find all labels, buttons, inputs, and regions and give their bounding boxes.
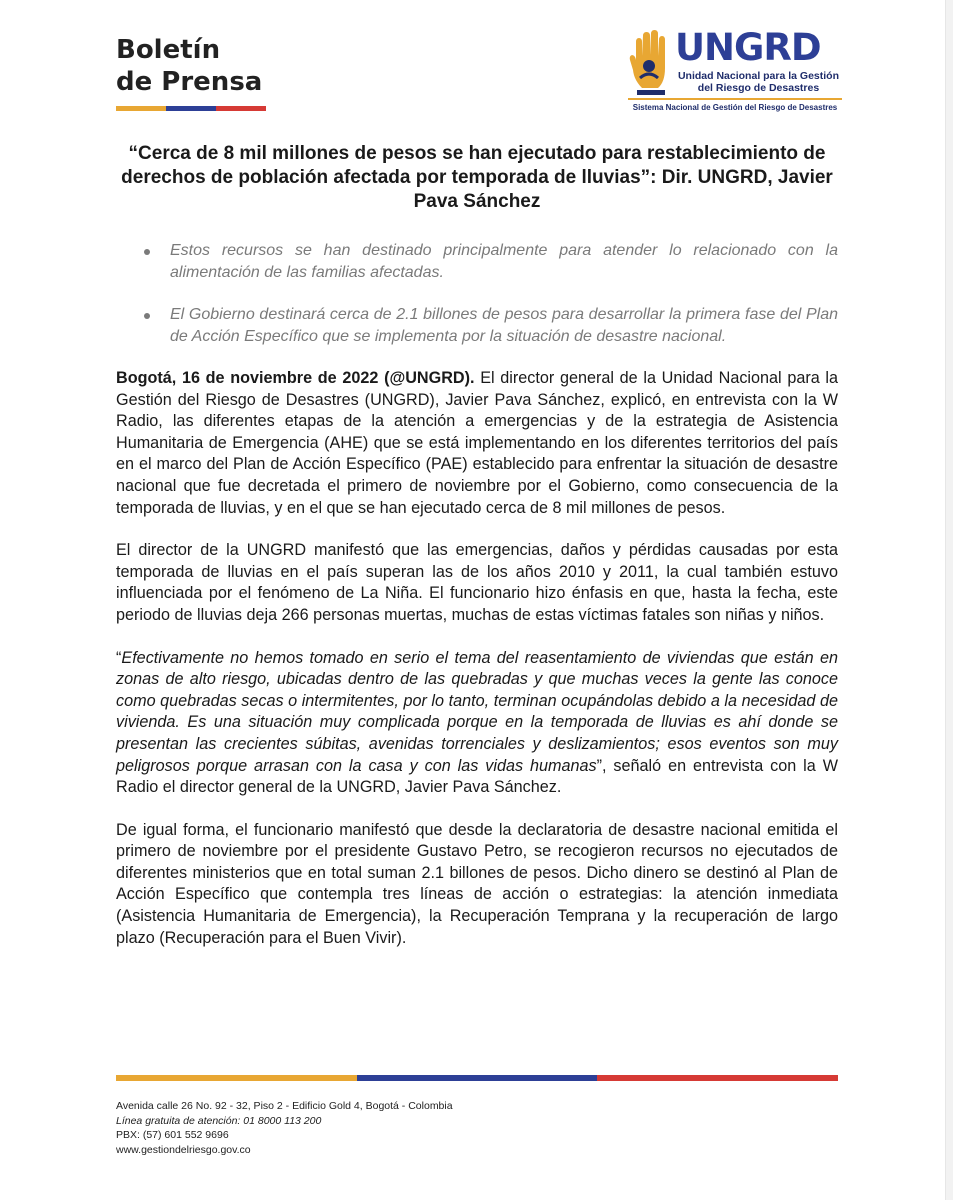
logo-system-name: Sistema Nacional de Gestión del Riesgo de Desastres [628,98,842,112]
quote-attribution: ”, señaló en entrevista con la W Radio el director general de la UNGRD, Javier Pava Sánchez. [116,756,838,797]
ungrd-logo-word: UNGRD [675,26,821,69]
paragraph-4: De igual forma, el funcionario manifestó que desde la declaratoria de desastre nacional emitida el primero de noviembre por el presidente Gustavo Petro, se recogieron recursos no ejecutados de diferentes ministerios que en total suman 2.1 billones de pesos. Dicho dinero se destinó al Plan de Acción Específico que contempla tres líneas de acción o estrategias: la atención inmediata (Asistencia Humanitaria de Emergencia), la Recuperación Temprana y la recuperación de largo plazo (Recuperación para el Buen Vivir). [116,820,838,947]
dateline: Bogotá, 16 de noviembre de 2022 (@UNGRD). [116,369,475,387]
footer-bar-yellow [116,1075,357,1081]
footer-website-link[interactable]: www.gestiondelriesgo.gov.co [116,1143,251,1156]
ungrd-logo-subtitle [676,70,841,94]
bullet-dot-icon [144,313,150,319]
tricolor-yellow [116,106,166,111]
tricolor-red [216,106,266,111]
paragraph-1 [116,368,838,519]
paragraph-2: El director de la UNGRD manifestó que las emergencias, daños y pérdidas causadas por esta temporada de lluvias en el país superan las de los años 2010 y 2011, la cual también estuvo influenciada por el fenómeno de La Niña. El funcionario hizo énfasis en que, hasta la fecha, este periodo de lluvias deja 266 personas muertas, muchas de estas víctimas fatales son niñas y niños. [116,541,838,624]
headline: “Cerca de 8 mil millones de pesos se han ejecutado para restablecimiento de derechos de población afectada por temporada de lluvias”: Dir. UNGRD, Javier Pava Sánchez [121,143,833,212]
footer-bar-red [597,1075,838,1081]
footer-address: Avenida calle 26 No. 92 - 32, Piso 2 - Edificio Gold 4, Bogotá - Colombia [116,1100,453,1112]
boletin-heading [116,34,266,111]
paragraph-3 [116,648,838,799]
boletin-title-line2: de Prensa [116,67,263,97]
quote-open-mark: “ [116,648,122,667]
director-quote: Efectivamente no hemos tomado en serio el tema del reasentamiento de viviendas que están en zonas de alto riesgo, ubicadas dentro de las quebradas y que muchas veces la gente las conoce como quebradas secas o intermitentes, por lo tanto, terminan ocupándolas debido a la necesidad de vivienda. Es una situación muy complicada porque en la temporada de lluvias es ahí donde se presentan las crecientes súbitas, avenidas torrenciales y deslizamientos; esos eventos son muy peligrosos porque arrasan con la casa y con las vidas humanas [116,648,838,775]
ungrd-hand-emblem-icon [628,30,672,96]
footer-tricolor-bar [116,1075,838,1081]
boletin-title-line1: Boletín [116,35,221,65]
logo-subtitle-line2: del Riesgo de Desastres [697,82,820,94]
logo-subtitle-line1: Unidad Nacional para la Gestión [677,70,840,82]
footer-hotline: Línea gratuita de atención: 01 8000 113 200 [116,1114,322,1127]
tricolor-blue [166,106,216,111]
summary-bullet-text: Estos recursos se han destinado principalmente para atender lo relacionado con la alimentación de las familias afectadas. [170,242,838,281]
article-body [116,368,838,970]
summary-bullet [140,240,838,284]
bullet-dot-icon [144,249,150,255]
footer-contact [116,1099,616,1157]
footer-pbx: PBX: (57) 601 552 9696 [116,1129,229,1141]
summary-bullet [140,304,838,348]
footer-bar-blue [357,1075,598,1081]
paragraph-1-text: El director general de la Unidad Nacional para la Gestión del Riesgo de Desastres (UNGRD), Javier Pava Sánchez, explicó, en entrevista con la W Radio, las diferentes etapas de la atención a emergencias y de la estrategia de Asistencia Humanitaria de Emergencia (AHE) que se está implementando en los diferentes territorios del país en el marco del Plan de Acción Específico (PAE) establecido para enfrentar la situación de desastre nacional que fue decretada el primero de noviembre por el Gobierno, como consecuencia de la temporada de lluvias, y en el que se han ejecutado cerca de 8 mil millones de pesos. [116,369,839,517]
summary-bullets [140,240,838,368]
header-tricolor-bar [116,106,266,111]
ungrd-logo [628,28,842,112]
summary-bullet-text: El Gobierno destinará cerca de 2.1 billones de pesos para desarrollar la primera fase del Plan de Acción Específico que se implementa por la situación de desastre nacional. [170,306,838,345]
